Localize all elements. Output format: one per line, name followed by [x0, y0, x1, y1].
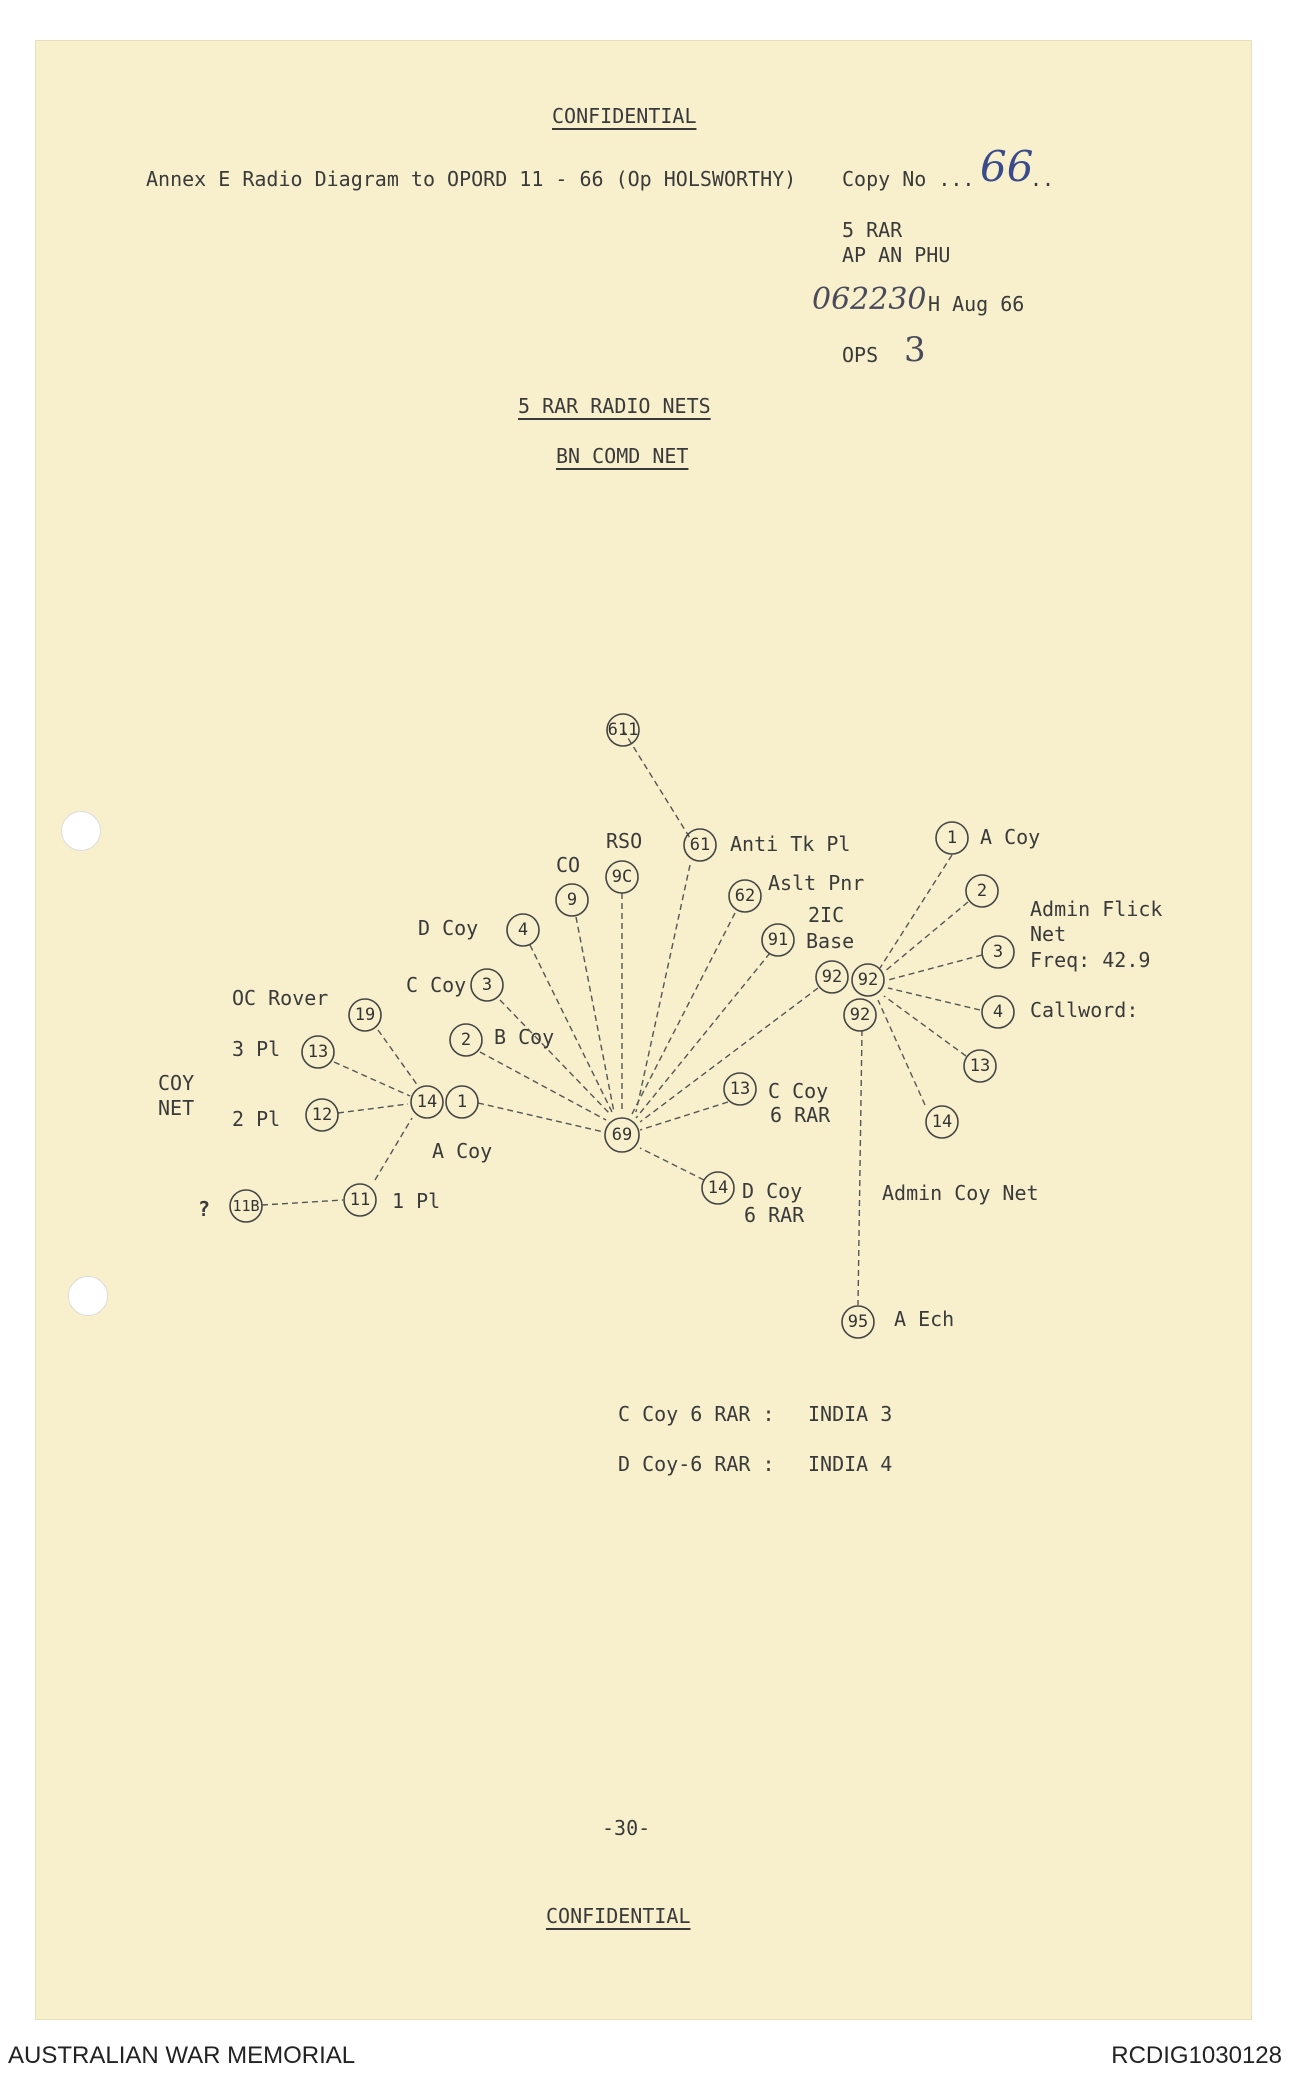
- callsign-label: 14: [707, 1178, 729, 1198]
- ops-value: 3: [904, 330, 926, 370]
- callsign-label: 91: [767, 930, 789, 950]
- annex-line: Annex E Radio Diagram to OPORD 11 - 66 (Op HOLSWORTHY): [146, 167, 797, 191]
- callsign-label: 9: [566, 890, 578, 910]
- callsign-node: [844, 999, 876, 1031]
- legend-row-1-callsign: INDIA 3: [808, 1402, 893, 1426]
- link-3-69: [500, 1000, 610, 1114]
- footer-left: AUSTRALIAN WAR MEMORIAL: [8, 2042, 356, 2069]
- link-62-69: [632, 913, 735, 1114]
- callsign-label: 69: [611, 1125, 633, 1145]
- label-coy: COY: [158, 1071, 195, 1095]
- classification-top: CONFIDENTIAL: [552, 104, 697, 128]
- legend-row-1-unit: C Coy 6 RAR :: [618, 1402, 775, 1426]
- label-oc-rover: OC Rover: [232, 986, 329, 1010]
- label-question: ?: [198, 1197, 211, 1221]
- label-aslt-pnr: Aslt Pnr: [768, 871, 865, 895]
- callsign-label: 95: [847, 1312, 869, 1332]
- callsign-label: 92: [821, 967, 843, 987]
- link-12-14: [338, 1104, 408, 1113]
- callsign-label: 2: [460, 1030, 472, 1050]
- link-92-4r: [888, 988, 980, 1010]
- callsign-node: [556, 884, 588, 916]
- callsign-node: [344, 1184, 376, 1216]
- callsign-label: 3: [481, 975, 493, 995]
- footer-right: RCDIG1030128: [1111, 2042, 1282, 2069]
- link-92-3r: [888, 955, 982, 980]
- dtg-typed: H Aug 66: [928, 292, 1025, 316]
- label-2ic: 2IC: [808, 903, 845, 927]
- callsign-node: [349, 999, 381, 1031]
- label-c-coy: C Coy: [406, 973, 467, 997]
- callsign-label: 11B: [232, 1197, 260, 1215]
- callsign-node: [446, 1086, 478, 1118]
- link-9-69: [576, 917, 614, 1112]
- legend-row-2-callsign: INDIA 4: [808, 1452, 893, 1476]
- link-19-14: [378, 1030, 418, 1086]
- callsign-node: [816, 961, 848, 993]
- callsign-label: 19: [354, 1005, 376, 1025]
- callsign-node: [964, 1050, 996, 1082]
- copy-no-label: Copy No ...: [842, 167, 975, 191]
- callsign-node: [982, 936, 1014, 968]
- callsign-node: [926, 1106, 958, 1138]
- label-co: CO: [556, 853, 581, 877]
- label-d-coy: D Coy: [418, 916, 479, 940]
- copy-no-tail: ..: [1030, 167, 1055, 191]
- callsign-node: [842, 1306, 874, 1338]
- callsign-label: 611: [607, 720, 639, 740]
- callsign-node: [982, 996, 1014, 1028]
- label-a-coy-left: A Coy: [432, 1139, 493, 1163]
- diagram-labels: [158, 825, 1162, 1331]
- callsign-label: 13: [729, 1079, 751, 1099]
- label-freq: Freq: 42.9: [1030, 948, 1151, 972]
- label-admin-coy-net: Admin Coy Net: [882, 1181, 1039, 1205]
- callsign-node: [729, 880, 761, 912]
- label-net: NET: [158, 1096, 195, 1120]
- label-base: Base: [806, 929, 855, 953]
- callsign-node: [302, 1036, 334, 1068]
- callsign-node: [607, 714, 639, 746]
- label-rso: RSO: [606, 829, 643, 853]
- callsign-label: 4: [992, 1002, 1004, 1022]
- callsign-label: 13: [969, 1056, 991, 1076]
- link-14d-69: [640, 1148, 704, 1180]
- diagram-subtitle: BN COMD NET: [556, 444, 689, 468]
- callsign-node: [966, 875, 998, 907]
- callsign-label: 9C: [611, 867, 633, 887]
- label-anti-tk-pl: Anti Tk Pl: [730, 832, 851, 856]
- callsign-node: [606, 861, 638, 893]
- link-92-13r: [884, 996, 966, 1056]
- label-3-pl: 3 Pl: [232, 1037, 281, 1061]
- callsign-node: [306, 1099, 338, 1131]
- link-13-14: [334, 1062, 410, 1096]
- label-6rar-c: 6 RAR: [770, 1103, 831, 1127]
- page-number: -30-: [602, 1816, 651, 1840]
- link-92-1r: [880, 855, 952, 968]
- label-2-pl: 2 Pl: [232, 1107, 281, 1131]
- callsign-label: 12: [311, 1105, 333, 1125]
- callsign-label: 3: [992, 942, 1004, 962]
- callsign-label: 11: [349, 1190, 371, 1210]
- callsign-node: [936, 822, 968, 854]
- label-d-coy-6rar: D Coy: [742, 1179, 803, 1203]
- callsign-label: 13: [307, 1042, 329, 1062]
- location-line: AP AN PHU: [842, 243, 951, 267]
- label-c-coy-6rar: C Coy: [768, 1079, 829, 1103]
- callsign-label: 14: [931, 1112, 953, 1132]
- label-admin-flick: Admin Flick: [1030, 897, 1163, 921]
- callsign-node: [702, 1172, 734, 1204]
- callsign-label: 4: [517, 920, 529, 940]
- copy-no-value: 66: [980, 142, 1034, 191]
- label-6rar-d: 6 RAR: [744, 1203, 805, 1227]
- callsign-label: 92: [849, 1005, 871, 1025]
- link-92-95: [858, 1030, 862, 1305]
- callsign-label: 1: [946, 828, 958, 848]
- link-11-14: [375, 1118, 412, 1180]
- label-callword: Callword:: [1030, 998, 1139, 1022]
- label-net-right: Net: [1030, 922, 1067, 946]
- label-a-coy-right: A Coy: [980, 825, 1041, 849]
- link-11b-11: [262, 1200, 343, 1205]
- ops-label: OPS: [842, 343, 879, 367]
- dtg-handwritten: 062230: [812, 282, 927, 317]
- callsign-node: [762, 924, 794, 956]
- unit-line: 5 RAR: [842, 218, 903, 242]
- callsign-label: 92: [857, 970, 879, 990]
- callsign-node: [605, 1118, 639, 1152]
- callsign-label: 1: [456, 1092, 468, 1112]
- diagram-title: 5 RAR RADIO NETS: [518, 394, 711, 418]
- link-1-69: [478, 1103, 604, 1132]
- callsign-label: 2: [976, 881, 988, 901]
- callsign-label: 62: [734, 886, 756, 906]
- classification-bottom: CONFIDENTIAL: [546, 1904, 691, 1928]
- link-13c-69: [640, 1102, 728, 1130]
- callsign-node: [471, 969, 503, 1001]
- label-a-ech: A Ech: [894, 1307, 955, 1331]
- link-92-2r: [884, 902, 968, 972]
- callsign-node: [507, 914, 539, 946]
- callsign-node: [852, 964, 884, 996]
- link-61-69: [636, 865, 690, 1112]
- callsign-node: [450, 1024, 482, 1056]
- callsign-node: [684, 829, 716, 861]
- callsign-node: [411, 1086, 443, 1118]
- link-611-61: [623, 730, 690, 838]
- link-92-14r: [878, 1000, 925, 1105]
- label-b-coy: B Coy: [494, 1025, 555, 1049]
- callsign-node: [724, 1073, 756, 1105]
- legend-row-2-unit: D Coy-6 RAR :: [618, 1452, 775, 1476]
- callsign-node: [230, 1190, 262, 1222]
- label-1-pl: 1 Pl: [392, 1189, 441, 1213]
- callsign-label: 14: [416, 1092, 438, 1112]
- callsign-label: 61: [689, 835, 711, 855]
